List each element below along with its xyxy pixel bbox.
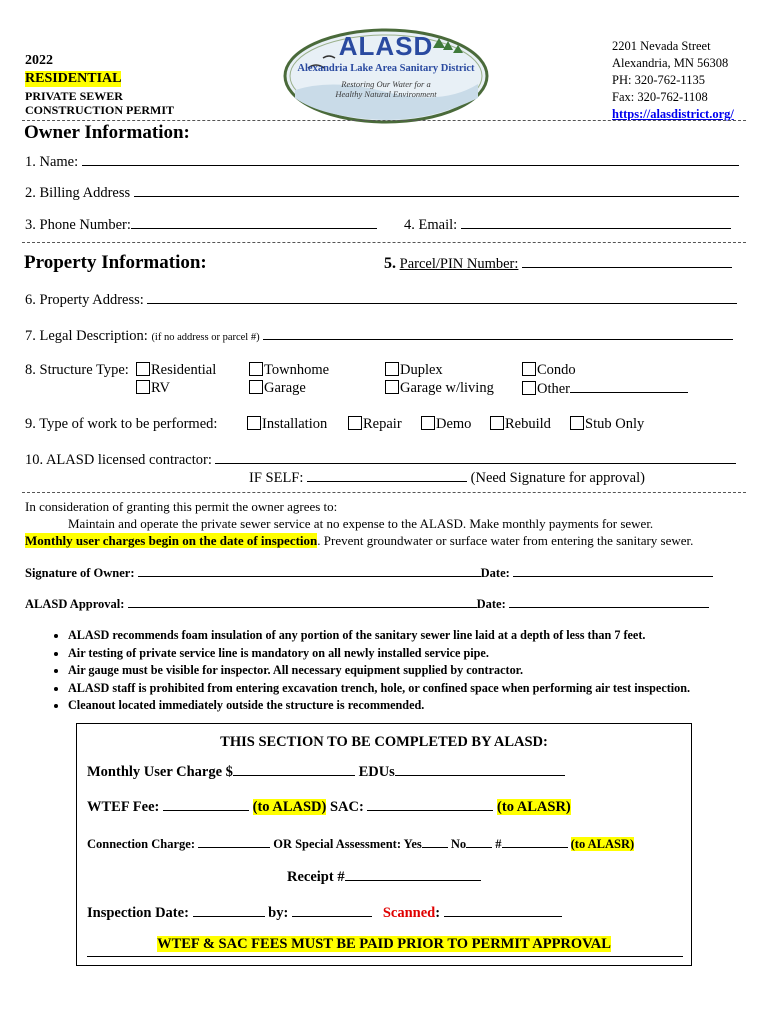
permit-title-line1: PRIVATE SEWER [25,89,123,103]
name-input[interactable] [82,153,739,166]
logo-tagline-1: Restoring Our Water for a [341,79,431,89]
approval-row [25,595,709,612]
inspection-date-input[interactable] [193,904,265,917]
wtef-input[interactable] [163,798,249,811]
field-contractor-label: ALASD licensed contractor: [45,452,212,468]
box-bottom-rule [87,956,683,957]
other-input[interactable] [570,380,688,393]
field-if-self [249,469,645,487]
phone: PH: 320-762-1135 [612,73,705,87]
owner-signature-row [25,564,713,581]
field-phone-label: Phone Number: [39,217,131,233]
field-billing-label: Billing Address [39,185,131,201]
permit-type: RESIDENTIAL [25,71,122,86]
sac-input[interactable] [367,798,493,811]
divider [22,120,746,121]
field-structure-num: 8 [25,362,33,378]
logo-tagline-2: Healthy Natural Environment [335,89,437,99]
structure-option-label: Condo [537,362,576,378]
owner-signature-input[interactable] [138,564,481,577]
field-work-type-num: 9. [25,416,36,432]
approval-date-label: Date: [476,597,506,611]
monthly-charge-row [87,763,565,781]
fees-notice: WTEF & SAC FEES MUST BE PAID PRIOR TO PERMIT APPROVAL [157,936,611,952]
structure-option-label: RV [151,380,170,396]
owner-date-label: Date: [480,566,510,580]
checkbox[interactable] [490,416,504,430]
website-link[interactable]: https://alasdistrict.org/ [612,107,734,121]
requirement-item: • Air testing of private service line is mandatory on all newly installed service pipe. [68,645,770,662]
edus-input[interactable] [395,763,565,776]
permit-year: 2022 [25,53,53,68]
logo-name: ALASD [338,31,434,61]
parcel-input[interactable] [522,255,732,268]
requirement-item: • ALASD staff is prohibited from entering excavation trench, hole, or confined space when performing air test inspection. [68,680,770,697]
field-billing [25,184,739,202]
connection-input[interactable] [198,835,270,848]
owner-date-input[interactable] [513,564,713,577]
work-option[interactable] [570,416,644,433]
field-email-label: Email: [418,217,458,233]
special-no-label: No [450,837,467,851]
contact-block [612,38,734,123]
field-name [25,153,739,171]
work-option[interactable] [490,416,551,433]
address-line1: 2201 Nevada Street [612,39,711,53]
contractor-input[interactable] [215,451,736,464]
structure-option-label: Duplex [400,362,443,378]
structure-option-label: Residential [151,362,217,378]
structure-option[interactable] [522,362,576,379]
logo-full-name: Alexandria Lake Area Sanitary District [297,63,475,74]
monthly-charge-label: Monthly User Charge $ [87,764,233,780]
special-number-input[interactable] [502,835,568,848]
scanned-colon: : [435,905,441,921]
address-line2: Alexandria, MN 56308 [612,56,729,70]
connection-to-alasr: (to ALASR) [570,837,635,851]
field-billing-num: 2. [25,185,36,201]
alasd-logo [283,28,489,124]
wtef-row [87,798,571,816]
structure-option[interactable] [385,380,494,397]
sac-to-alasr: (to ALASR) [497,799,571,815]
checkbox[interactable] [249,362,263,376]
special-hash-label: # [495,837,502,851]
structure-option-label: Garage [264,380,306,396]
work-option-label: Demo [436,416,472,432]
phone-input[interactable] [131,216,377,229]
structure-option-label: Other [537,381,571,397]
work-option[interactable] [247,416,327,433]
checkbox[interactable] [385,380,399,394]
structure-option[interactable] [249,362,329,379]
inspection-by-label: by: [268,905,289,921]
work-option-label: Repair [363,416,402,432]
if-self-input[interactable] [307,469,467,482]
work-option-label: Stub Only [585,416,645,432]
alasd-section-box [76,723,692,966]
field-work-type-label: Type of work to be performed: [39,416,218,432]
requirement-item: • ALASD recommends foam insulation of any portion of the sanitary sewer line laid at a depth of less than 7 feet. [68,627,770,644]
agreement-line2 [25,533,693,549]
edus-label: EDUs [358,764,395,780]
agreement-line1: Maintain and operate the private sewer service at no expense to the ALASD. Make monthly payments for sewer. [68,516,654,531]
requirements-list [26,627,770,715]
field-email-num: 4. [404,217,415,233]
receipt-input[interactable] [345,868,481,881]
checkbox[interactable] [348,416,362,430]
inspection-date-label: Inspection Date: [87,905,189,921]
fees-notice-wrap [77,936,691,953]
monthly-charge-input[interactable] [233,763,355,776]
structure-option[interactable] [522,380,688,398]
field-phone-num: 3. [25,217,36,233]
field-parcel-label: Parcel/PIN Number: [399,256,519,272]
email-input[interactable] [461,216,731,229]
field-property-address-label: . Property Address: [32,292,144,308]
checkbox[interactable] [136,380,150,394]
work-option[interactable] [348,416,402,433]
field-work-type [25,416,217,433]
approval-signature-input[interactable] [128,595,477,608]
structure-option[interactable] [136,362,216,379]
field-structure [25,362,129,379]
checkbox[interactable] [136,362,150,376]
divider [22,492,746,493]
inspection-by-input[interactable] [292,904,372,917]
field-legal [25,327,733,345]
agreement-line2-rest: . Prevent groundwater or surface water from entering the sanitary sewer. [317,533,694,548]
property-heading: Property Information: [24,252,207,273]
checkbox[interactable] [421,416,435,430]
field-phone [25,216,377,234]
divider [22,242,746,243]
wtef-label: WTEF Fee: [87,799,160,815]
need-signature-note: (Need Signature for approval) [470,470,645,486]
connection-row [87,835,634,852]
field-legal-hint: (if no address or parcel #) [151,332,260,343]
field-name-label: . Name: [32,154,79,170]
legal-description-input[interactable] [263,327,733,340]
checkbox[interactable] [249,380,263,394]
checkbox[interactable] [522,381,536,395]
field-contractor-num: 10. [25,452,44,468]
structure-option-label: Townhome [264,362,330,378]
checkbox[interactable] [570,416,584,430]
owner-heading: Owner Information: [24,122,190,143]
billing-address-input[interactable] [134,184,739,197]
scanned-input[interactable] [444,904,562,917]
special-yes-input[interactable] [422,835,448,848]
structure-option[interactable] [136,380,170,397]
fax: Fax: 320-762-1108 [612,90,708,104]
approval-date-input[interactable] [509,595,709,608]
agreement-intro: In consideration of granting this permit the owner agrees to: [25,499,338,514]
wtef-to-alasd: (to ALASD) [252,799,327,815]
connection-label: Connection Charge: [87,837,195,851]
requirement-item: • Cleanout located immediately outside the structure is recommended. [68,697,770,714]
owner-signature-label: Signature of Owner: [25,566,135,580]
agreement-highlight: Monthly user charges begin on the date of inspection [25,533,318,548]
work-option-label: Rebuild [505,416,551,432]
requirement-item: • Air gauge must be visible for inspector. All necessary equipment supplied by contractor. [68,662,770,679]
special-assessment-label: OR Special Assessment: Yes [273,837,422,851]
field-name-num: 1 [25,154,33,170]
work-option-label: Installation [262,416,328,432]
field-legal-num: 7. [25,328,36,344]
field-contractor [25,451,736,469]
structure-option[interactable] [385,362,443,379]
field-email [404,216,731,234]
alasd-section-title: THIS SECTION TO BE COMPLETED BY ALASD: [220,734,548,750]
if-self-label: IF SELF: [249,470,304,486]
structure-option[interactable] [249,380,306,397]
checkbox[interactable] [385,362,399,376]
checkbox[interactable] [247,416,261,430]
permit-title-line2: CONSTRUCTION PERMIT [25,103,175,117]
approval-label: ALASD Approval: [25,597,125,611]
field-legal-label: Legal Description: [39,328,148,344]
receipt-label: Receipt # [287,869,345,885]
receipt-row [287,868,481,886]
inspection-row [87,904,562,922]
checkbox[interactable] [522,362,536,376]
work-option[interactable] [421,416,471,433]
sac-label: SAC: [329,799,364,815]
field-parcel [384,255,732,273]
field-structure-label: . Structure Type: [32,362,129,378]
scanned-label: Scanned [382,905,436,921]
field-parcel-num: 5. [384,255,396,272]
property-address-input[interactable] [147,291,737,304]
field-property-address [25,291,737,309]
structure-option-label: Garage w/living [400,380,494,396]
field-property-address-num: 6 [25,292,33,308]
special-no-input[interactable] [466,835,492,848]
